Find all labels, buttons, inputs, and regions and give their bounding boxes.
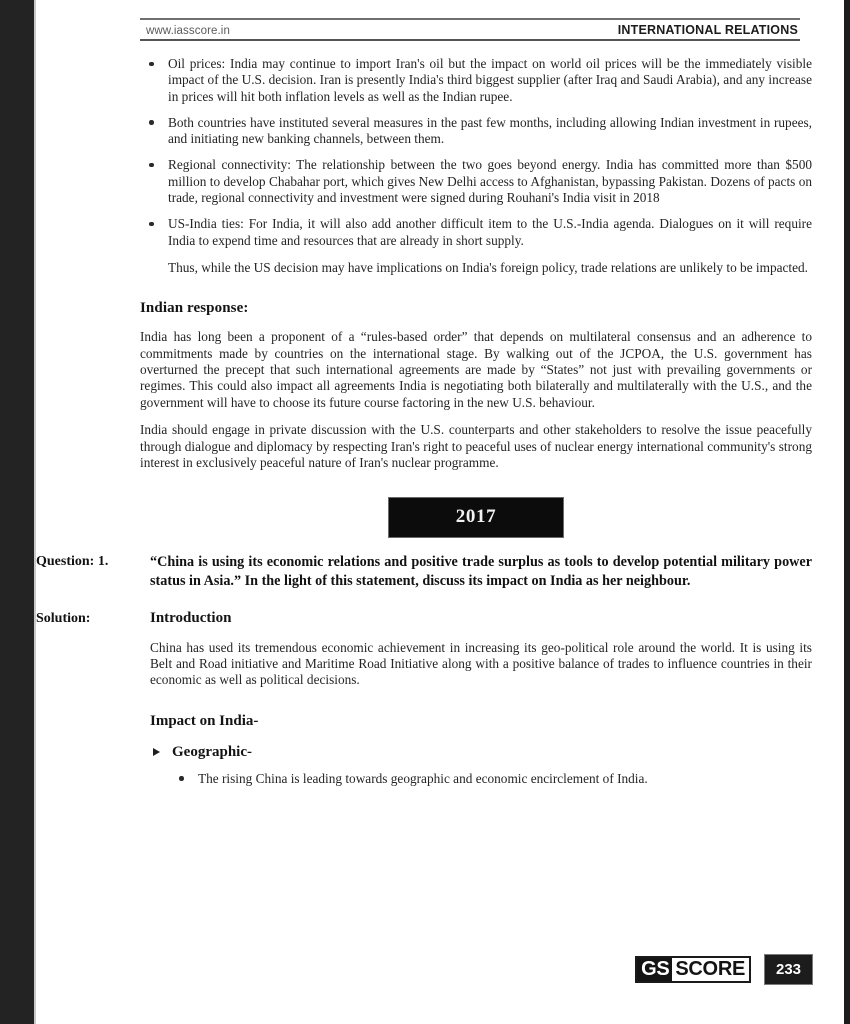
list-item-text: Both countries have instituted several measures in the past few months, including allowing Indian investment in rupees, and initiating new banking channels, between them. (168, 114, 812, 147)
site-url: www.iasscore.in (146, 25, 230, 37)
subsection-title-text: Geographic- (172, 743, 252, 760)
list-item (140, 216, 812, 249)
header-rule-bottom (140, 39, 800, 41)
list-item (170, 771, 812, 787)
list-item-text: The rising China is leading towards geographic and economic encirclement of India. (198, 770, 648, 786)
list-item-text: Regional connectivity: The relationship between the two goes beyond energy. India has committed more than $500 million to develop Chabahar port, which gives New Delhi access to Afghanistan, bypassing Pakistan. Dozens of pacts on trade, regional connectivity and investment were signed during Rouhani's India visit in 2018 (168, 157, 812, 206)
list-item-text: US-India ties: For India, it will also add another difficult item to the U.S.-India agenda. Dialogues on it will require India to expend time and resources that are already in short supply. (168, 216, 812, 248)
header-row (140, 20, 800, 39)
indian-response-paragraph-2: India should engage in private discussion with the U.S. counterparts and other stakeholders to resolve the issue peacefully through dialogue and diplomacy by respecting Iran's right to peaceful uses of nuclear energy international community's strong interest in exclusively peaceful nature of Iran's nuclear programme. (140, 422, 812, 471)
bullet-dot-icon (179, 776, 184, 781)
bullet-dot-icon (149, 120, 154, 125)
bullet-dot-icon (149, 222, 154, 227)
impact-on-india-heading: Impact on India- (150, 712, 259, 729)
list-item-text: Oil prices: India may continue to import Iran's oil but the impact on world oil prices will be the immediately visible impact of the U.S. decision. Iran is presently India's third biggest supplier (after Iraq and Saudi Arabia), and any increase in prices will hit both inflation levels as well as the Indian rupee. (168, 56, 812, 104)
question-block (36, 553, 812, 592)
year-banner-wrapper (140, 498, 812, 537)
page-content (36, 56, 812, 795)
introduction-paragraph: China has used its tremendous economic achievement in increasing its geo-political role around the world. It is using its Belt and Road initiative and Maritime Road Initiative along with a positive balance of trades to influence countries in their economic as well as political decisions. (150, 639, 812, 688)
page-footer (635, 955, 812, 984)
question-text: “China is using its economic relations and positive trade surplus as tools to develop potential military power status in Asia.” In the light of this statement, discuss its impact on India as her neighbour. (150, 553, 812, 590)
list-item (140, 56, 812, 105)
brand-prefix: GS (637, 958, 672, 981)
geographic-bullet-list (170, 771, 812, 787)
bullet-dot-icon (149, 62, 154, 67)
top-bullet-list (140, 56, 812, 249)
scan-shadow-left (0, 0, 34, 1024)
list-item (140, 157, 812, 206)
page-header (140, 18, 800, 41)
subsection-title-geographic (150, 744, 812, 761)
year-banner: 2017 (389, 498, 563, 537)
triangle-bullet-icon (153, 748, 160, 756)
closing-note: Thus, while the US decision may have implications on India's foreign policy, trade relations are unlikely to be impacted. (168, 259, 808, 275)
question-label: Question: 1. (36, 553, 109, 569)
page-title: INTERNATIONAL RELATIONS (617, 23, 798, 37)
solution-body (150, 610, 812, 796)
page-number-badge: 233 (765, 955, 812, 984)
scan-shadow-right (844, 0, 850, 1024)
solution-label: Solution: (36, 610, 91, 626)
document-page (36, 0, 844, 1024)
gsscore-logo (635, 956, 751, 983)
introduction-heading: Introduction (150, 609, 232, 626)
brand-suffix: SCORE (672, 958, 749, 981)
question-body (150, 553, 812, 592)
indian-response-heading: Indian response: (140, 300, 249, 317)
solution-block (36, 609, 812, 796)
bullet-dot-icon (149, 163, 154, 168)
indian-response-paragraph-1: India has long been a proponent of a “rules-based order” that depends on multilateral consensus and an adherence to commitments made by countries on the international stage. By walking out of the JCPOA, the U.S. government has overturned the precept that such international agreements are made by “States” not just with prevailing governments or regimes. This could also impact all agreements India is negotiating both bilaterally and multilaterally with the U.S., and the government will have to choose its future course factoring in the new U.S. behaviour. (140, 329, 812, 410)
list-item (140, 115, 812, 148)
